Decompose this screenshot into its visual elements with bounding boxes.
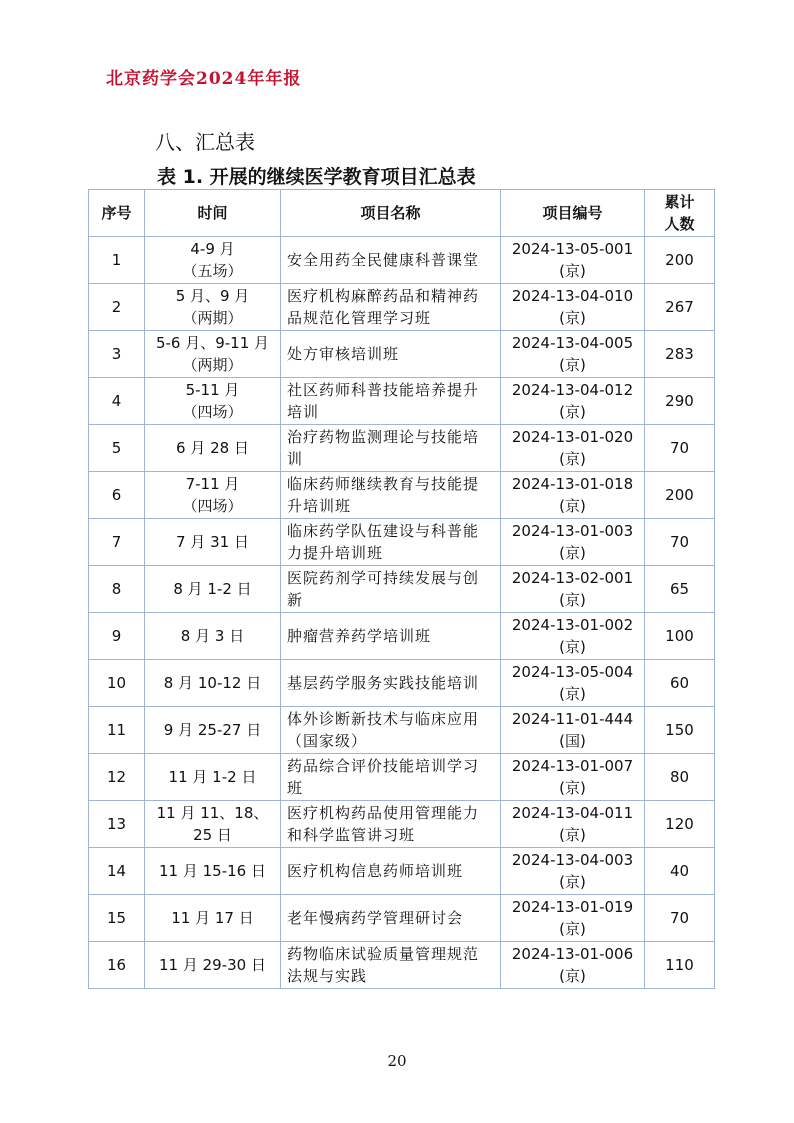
table-row [89, 895, 715, 942]
row-time-line1: 8 月 10-12 日 [163, 674, 262, 692]
row-project-name: 体外诊断新技术与临床应用（国家级） [281, 707, 501, 754]
row-time [145, 848, 281, 895]
row-count: 150 [645, 707, 715, 754]
table-body [89, 237, 715, 989]
row-time-line2: （五场） [182, 262, 243, 280]
row-count: 100 [645, 613, 715, 660]
row-code-region: (京) [559, 826, 586, 844]
table-row [89, 331, 715, 378]
row-time [145, 895, 281, 942]
row-code-number: 2024-13-01-006 [511, 945, 634, 963]
row-time-line1: 8 月 1-2 日 [173, 580, 252, 598]
row-project-name: 医疗机构信息药师培训班 [281, 848, 501, 895]
row-index: 10 [89, 660, 145, 707]
row-project-name: 治疗药物监测理论与技能培训 [281, 425, 501, 472]
row-time-line2: （四场） [182, 403, 243, 421]
row-time [145, 472, 281, 519]
table-row [89, 566, 715, 613]
row-index: 4 [89, 378, 145, 425]
table-row [89, 613, 715, 660]
row-time [145, 237, 281, 284]
row-time-line1: 11 月 11、18、 [156, 804, 269, 822]
row-time-line1: 7 月 31 日 [176, 533, 249, 551]
row-code-number: 2024-13-04-011 [511, 804, 634, 822]
row-code-region: (京) [559, 873, 586, 891]
row-project-code [501, 613, 645, 660]
row-time-line1: 11 月 29-30 日 [159, 956, 266, 974]
header-count [645, 190, 715, 237]
row-time-line1: 11 月 1-2 日 [168, 768, 257, 786]
row-code-number: 2024-13-05-004 [511, 663, 634, 681]
row-code-number: 2024-13-01-007 [511, 757, 634, 775]
row-count: 200 [645, 472, 715, 519]
row-time [145, 801, 281, 848]
table-row [89, 472, 715, 519]
row-project-code [501, 707, 645, 754]
row-count: 70 [645, 895, 715, 942]
row-time [145, 331, 281, 378]
table-row [89, 284, 715, 331]
row-time-line1: 5-11 月 [185, 381, 240, 399]
row-index: 15 [89, 895, 145, 942]
row-index: 13 [89, 801, 145, 848]
row-code-number: 2024-13-04-003 [511, 851, 634, 869]
row-time [145, 707, 281, 754]
row-index: 2 [89, 284, 145, 331]
row-time-line1: 4-9 月 [190, 240, 235, 258]
row-time-line1: 5-6 月、9-11 月 [155, 334, 270, 352]
row-code-region: (京) [559, 638, 586, 656]
table-row [89, 801, 715, 848]
row-index: 9 [89, 613, 145, 660]
row-index: 6 [89, 472, 145, 519]
row-code-region: (京) [559, 591, 586, 609]
row-project-name: 安全用药全民健康科普课堂 [281, 237, 501, 284]
row-code-region: (京) [559, 685, 586, 703]
row-count: 40 [645, 848, 715, 895]
row-time-line2: （两期） [182, 356, 243, 374]
summary-table [88, 189, 715, 989]
header-time: 时间 [145, 190, 281, 237]
row-count: 65 [645, 566, 715, 613]
row-code-number: 2024-11-01-444 [511, 710, 634, 728]
row-time-line2: （两期） [182, 309, 243, 327]
row-index: 5 [89, 425, 145, 472]
row-code-region: (京) [559, 309, 586, 327]
report-header: 北京药学会2024年年报 [106, 69, 302, 89]
row-time [145, 942, 281, 989]
table-row [89, 378, 715, 425]
row-code-number: 2024-13-04-005 [511, 334, 634, 352]
row-code-region: (京) [559, 967, 586, 985]
row-project-name: 临床药师继续教育与技能提升培训班 [281, 472, 501, 519]
row-time [145, 425, 281, 472]
table-row [89, 942, 715, 989]
row-project-code [501, 237, 645, 284]
row-time [145, 660, 281, 707]
row-project-code [501, 660, 645, 707]
row-project-name: 基层药学服务实践技能培训 [281, 660, 501, 707]
row-code-number: 2024-13-04-010 [511, 287, 634, 305]
row-project-name: 医疗机构麻醉药品和精神药品规范化管理学习班 [281, 284, 501, 331]
header-index: 序号 [89, 190, 145, 237]
row-code-region: (京) [559, 497, 586, 515]
table-row [89, 425, 715, 472]
row-time-line1: 7-11 月 [185, 475, 240, 493]
row-project-code [501, 801, 645, 848]
row-project-name: 医院药剂学可持续发展与创新 [281, 566, 501, 613]
section-title: 八、汇总表 [155, 130, 255, 154]
row-index: 8 [89, 566, 145, 613]
table-header-row [89, 190, 715, 237]
row-count: 80 [645, 754, 715, 801]
row-time [145, 378, 281, 425]
row-code-region: (国) [559, 732, 586, 750]
row-project-name: 肿瘤营养药学培训班 [281, 613, 501, 660]
row-project-code [501, 942, 645, 989]
row-project-name: 医疗机构药品使用管理能力和科学监管讲习班 [281, 801, 501, 848]
row-time [145, 566, 281, 613]
row-time-line1: 11 月 17 日 [171, 909, 254, 927]
row-time [145, 284, 281, 331]
row-project-code [501, 754, 645, 801]
row-index: 11 [89, 707, 145, 754]
row-code-region: (京) [559, 920, 586, 938]
row-index: 12 [89, 754, 145, 801]
row-count: 290 [645, 378, 715, 425]
row-code-region: (京) [559, 262, 586, 280]
row-time-line1: 11 月 15-16 日 [159, 862, 266, 880]
row-project-code [501, 284, 645, 331]
row-count: 200 [645, 237, 715, 284]
header-name: 项目名称 [281, 190, 501, 237]
table-row [89, 848, 715, 895]
row-count: 283 [645, 331, 715, 378]
row-code-number: 2024-13-02-001 [511, 569, 634, 587]
row-count: 110 [645, 942, 715, 989]
row-project-code [501, 472, 645, 519]
row-index: 7 [89, 519, 145, 566]
row-project-code [501, 895, 645, 942]
table-row [89, 237, 715, 284]
row-project-name: 药物临床试验质量管理规范法规与实践 [281, 942, 501, 989]
row-count: 267 [645, 284, 715, 331]
row-project-code [501, 425, 645, 472]
row-code-number: 2024-13-04-012 [511, 381, 634, 399]
row-code-region: (京) [559, 544, 586, 562]
table-row [89, 660, 715, 707]
row-time-line1: 6 月 28 日 [176, 439, 249, 457]
row-time [145, 613, 281, 660]
row-time-line1: 9 月 25-27 日 [163, 721, 262, 739]
row-time-line1: 8 月 3 日 [180, 627, 245, 645]
row-project-name: 社区药师科普技能培养提升培训 [281, 378, 501, 425]
row-time-line2: 25 日 [193, 826, 232, 844]
row-project-name: 处方审核培训班 [281, 331, 501, 378]
table-row [89, 519, 715, 566]
row-time [145, 519, 281, 566]
row-code-number: 2024-13-01-002 [511, 616, 634, 634]
row-time-line2: （四场） [182, 497, 243, 515]
row-index: 14 [89, 848, 145, 895]
row-code-number: 2024-13-05-001 [511, 240, 634, 258]
row-code-number: 2024-13-01-003 [511, 522, 634, 540]
row-project-code [501, 519, 645, 566]
row-code-number: 2024-13-01-020 [511, 428, 634, 446]
row-project-code [501, 848, 645, 895]
page-number: 20 [387, 1052, 407, 1070]
row-code-region: (京) [559, 450, 586, 468]
header-count-line2: 人数 [664, 215, 695, 233]
row-project-code [501, 331, 645, 378]
table-title: 表 1. 开展的继续医学教育项目汇总表 [157, 166, 476, 188]
row-index: 3 [89, 331, 145, 378]
row-index: 1 [89, 237, 145, 284]
table-row [89, 754, 715, 801]
row-code-region: (京) [559, 403, 586, 421]
row-count: 70 [645, 425, 715, 472]
row-count: 120 [645, 801, 715, 848]
row-count: 60 [645, 660, 715, 707]
row-time-line1: 5 月、9 月 [175, 287, 250, 305]
row-project-code [501, 566, 645, 613]
row-code-number: 2024-13-01-019 [511, 898, 634, 916]
row-code-region: (京) [559, 779, 586, 797]
table-row [89, 707, 715, 754]
row-count: 70 [645, 519, 715, 566]
row-time [145, 754, 281, 801]
header-code: 项目编号 [501, 190, 645, 237]
row-project-name: 老年慢病药学管理研讨会 [281, 895, 501, 942]
row-index: 16 [89, 942, 145, 989]
row-project-name: 临床药学队伍建设与科普能力提升培训班 [281, 519, 501, 566]
header-count-line1: 累计 [664, 193, 695, 211]
row-project-code [501, 378, 645, 425]
row-code-number: 2024-13-01-018 [511, 475, 634, 493]
row-code-region: (京) [559, 356, 586, 374]
row-project-name: 药品综合评价技能培训学习班 [281, 754, 501, 801]
